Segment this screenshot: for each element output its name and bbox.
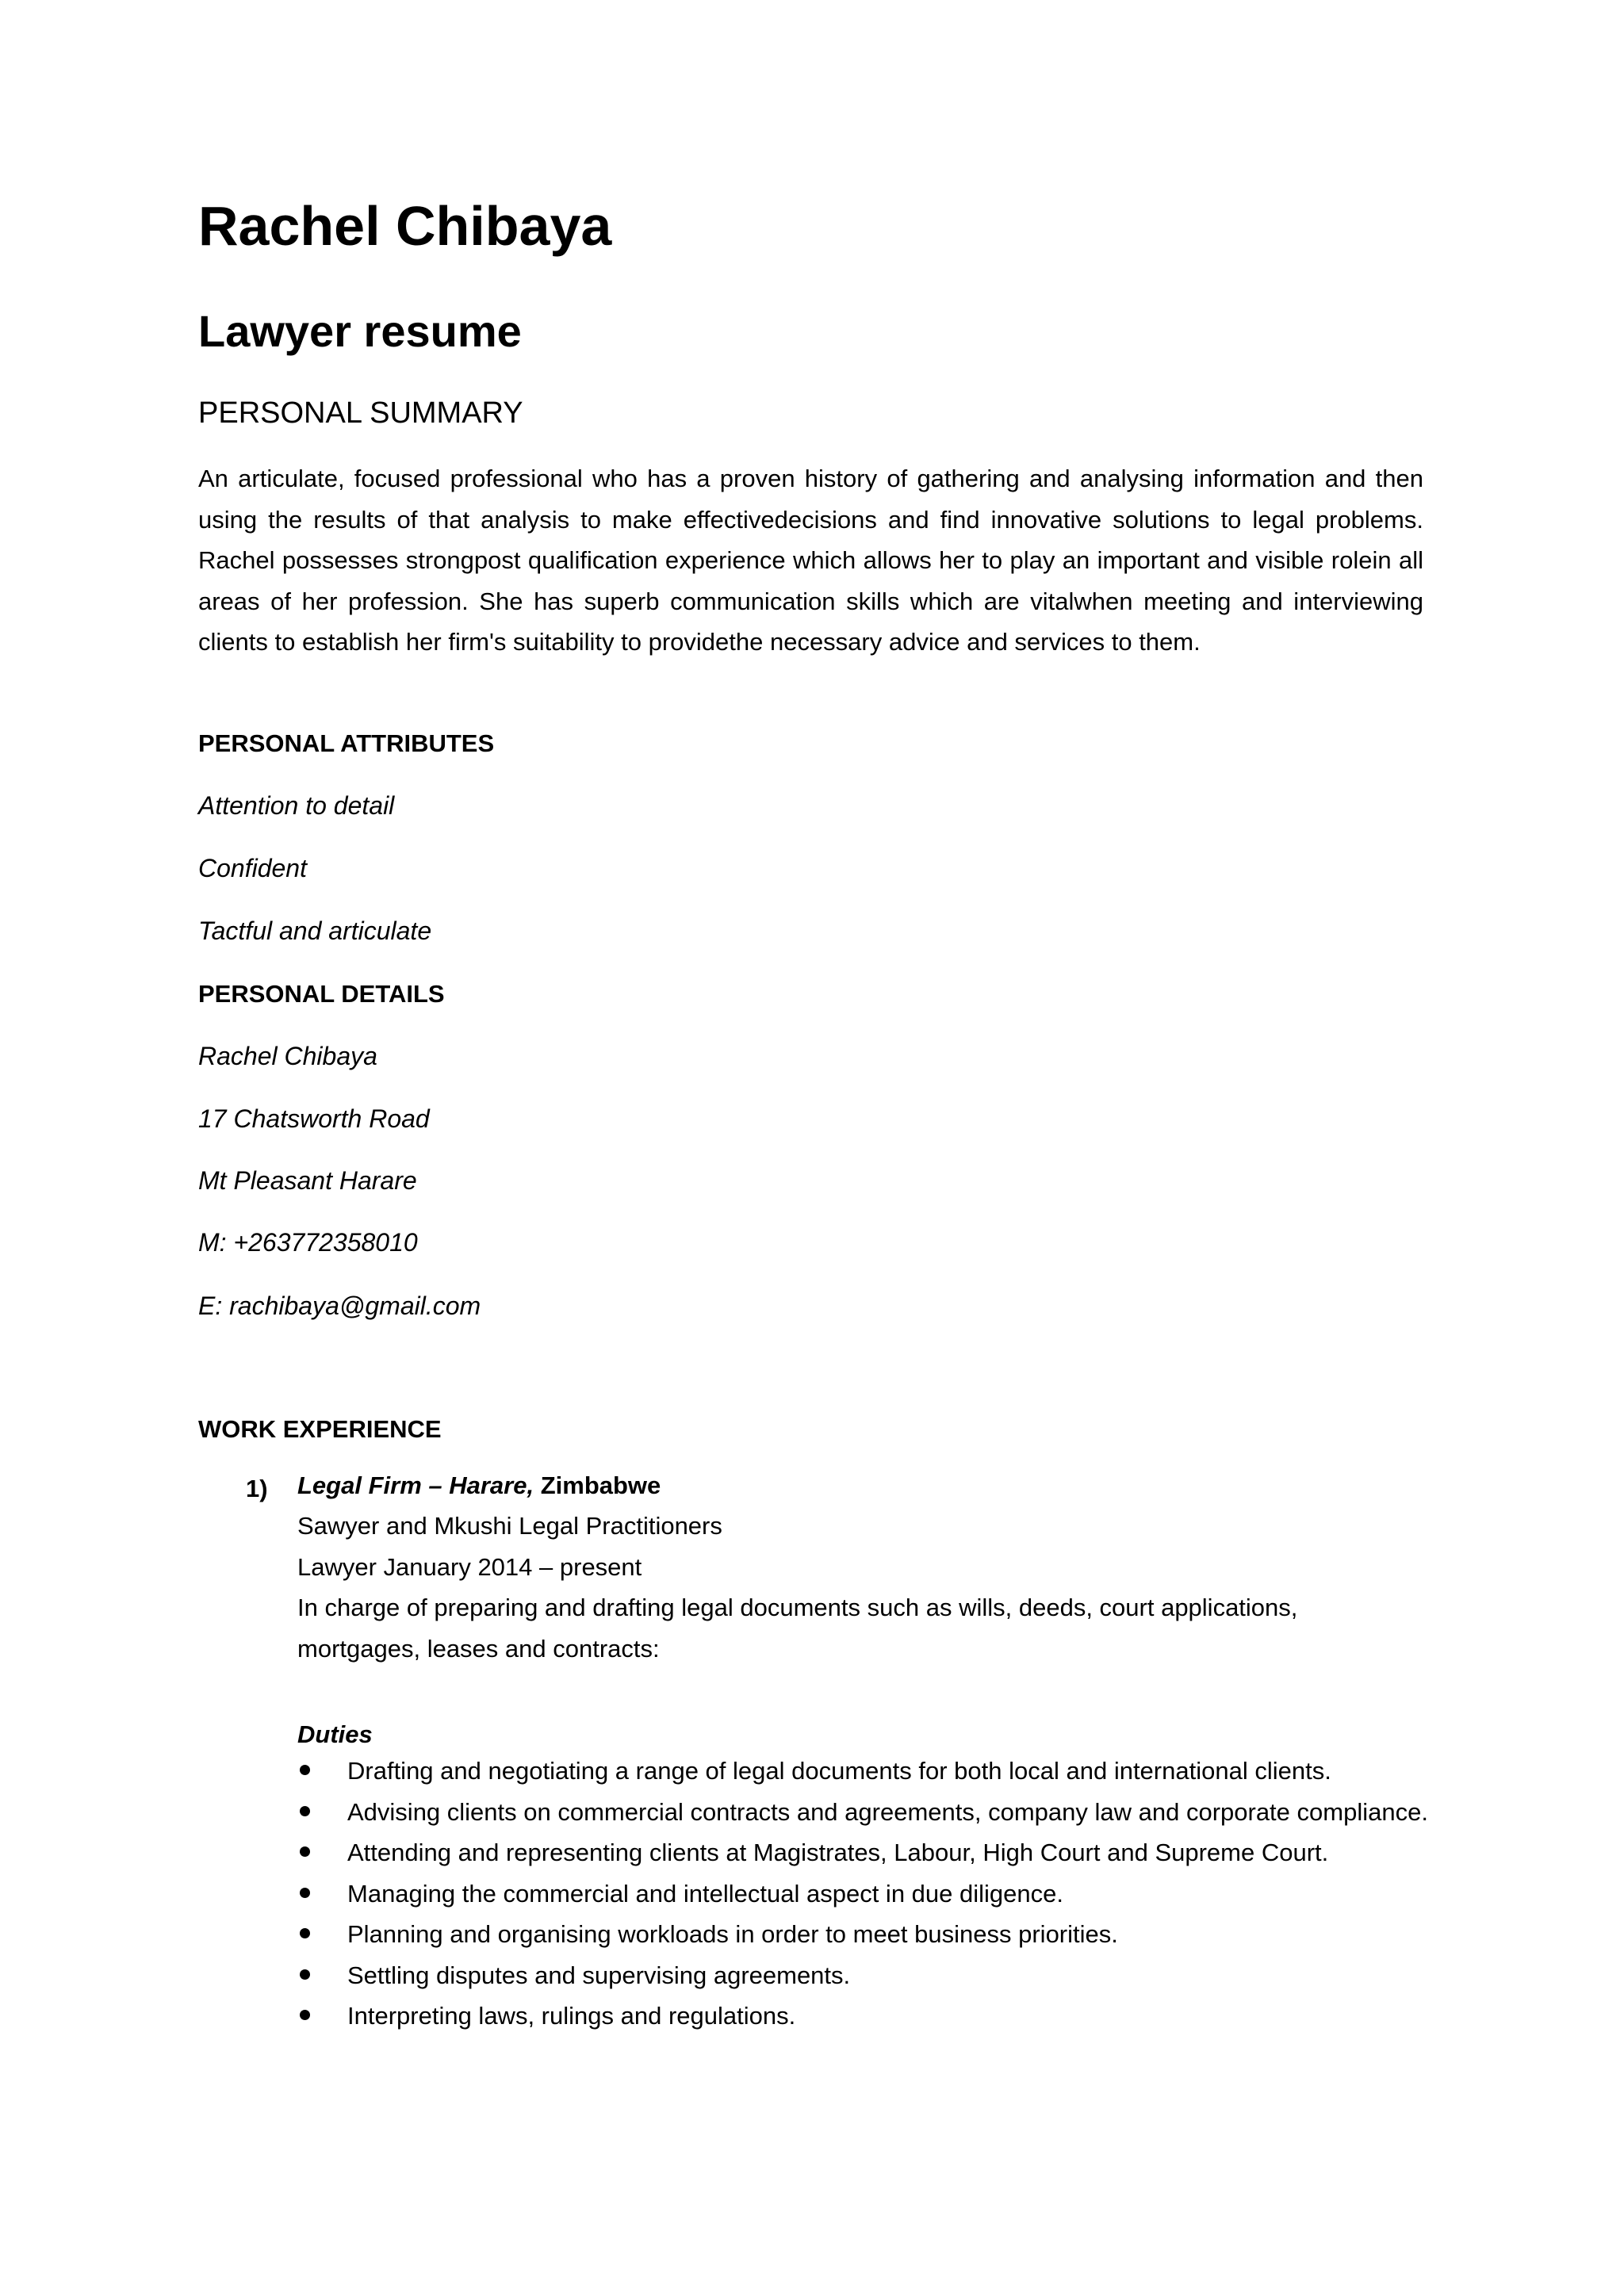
candidate-name: Rachel Chibaya: [198, 195, 612, 257]
duties-list: [297, 1751, 1431, 2037]
personal-attributes-heading: PERSONAL ATTRIBUTES: [198, 729, 495, 757]
duty-text: Interpreting laws, rulings and regulations.: [347, 2002, 796, 2030]
duty-text: Attending and representing clients at Magistrates, Labour, High Court and Supreme Court.: [347, 1839, 1329, 1866]
attribute-item: Tactful and articulate: [198, 916, 432, 945]
duty-item: [297, 1873, 1431, 1915]
attribute-item: Attention to detail: [198, 791, 395, 820]
bullet-icon: [300, 1888, 310, 1898]
job-firm-line: [297, 1465, 661, 1506]
details-address-line-1: 17 Chatsworth Road: [198, 1104, 430, 1133]
duty-text: Advising clients on commercial contracts and agreements, company law and corporate compliance.: [347, 1797, 1428, 1826]
job-employer: Sawyer and Mkushi Legal Practitioners: [297, 1512, 722, 1540]
bullet-icon: [300, 1969, 310, 1980]
personal-details-heading: PERSONAL DETAILS: [198, 980, 445, 1008]
duty-item: [297, 1832, 1431, 1873]
work-experience-heading: WORK EXPERIENCE: [198, 1415, 442, 1443]
details-name: Rachel Chibaya: [198, 1042, 377, 1070]
duty-text: Drafting and negotiating a range of legal documents for both local and international clients.: [347, 1757, 1331, 1785]
bullet-icon: [300, 2010, 310, 2020]
duty-item: [297, 1751, 1431, 1792]
details-mobile: M: +263772358010: [198, 1228, 418, 1257]
duty-item: [297, 1955, 1431, 1996]
duty-item: [297, 1792, 1431, 1833]
details-address-line-2: Mt Pleasant Harare: [198, 1166, 417, 1195]
bullet-icon: [300, 1806, 310, 1816]
personal-summary-heading: PERSONAL SUMMARY: [198, 396, 523, 430]
bullet-icon: [300, 1928, 310, 1938]
duty-item: [297, 1996, 1431, 2037]
bullet-icon: [300, 1765, 310, 1775]
duties-heading: Duties: [297, 1720, 373, 1748]
duty-text: Managing the commercial and intellectual aspect in due diligence.: [347, 1879, 1063, 1908]
resume-subtitle: Lawyer resume: [198, 306, 522, 356]
attribute-item: Confident: [198, 854, 307, 882]
job-firm-country: Zimbabwe: [540, 1471, 661, 1499]
duty-text: Planning and organising workloads in order to meet business priorities.: [347, 1920, 1118, 1948]
personal-summary-text: An articulate, focused professional who has a proven history of gathering and analysing information and then using the results of that analysis to make effectivedecisions and find innovative solutions to legal problems. Rachel possesses strongpost qualification experience which allows her to play an important and visible rolein all areas of her profession. She has superb communication skills which are vitalwhen meeting and interviewing clients to establish her firm's suitability to providethe necessary advice and services to them.: [198, 465, 1423, 656]
job-details: [297, 1506, 1423, 1669]
job-description: In charge of preparing and drafting legal documents such as wills, deeds, court applications, mortgages, leases and contracts:: [297, 1594, 1298, 1663]
job-number: 1): [246, 1475, 268, 1502]
job-role: Lawyer January 2014 – present: [297, 1552, 642, 1581]
job-firm-location: Legal Firm – Harare,: [297, 1471, 534, 1499]
bullet-icon: [300, 1846, 310, 1857]
duty-item: [297, 1914, 1431, 1955]
details-email: E: rachibaya@gmail.com: [198, 1292, 481, 1320]
duty-text: Settling disputes and supervising agreements.: [347, 1961, 851, 1989]
